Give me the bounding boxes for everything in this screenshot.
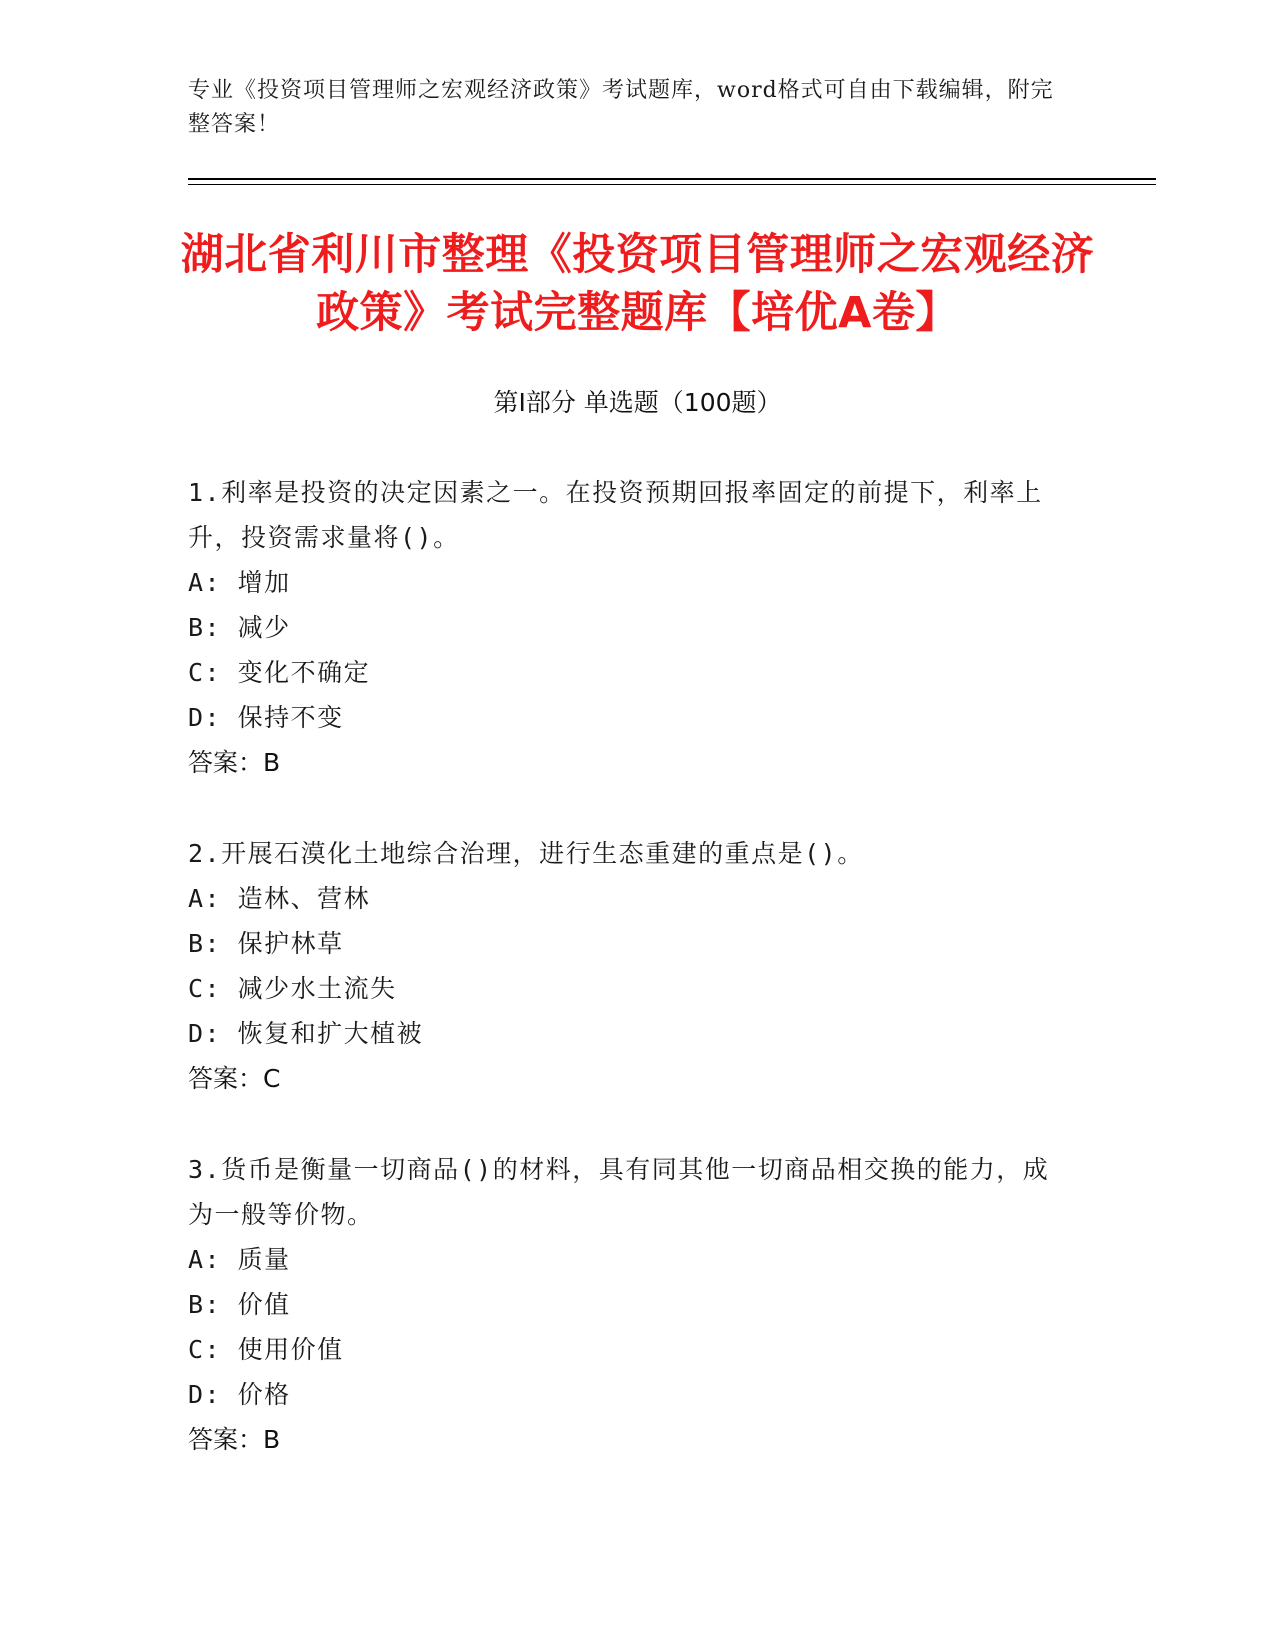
option-b: B: 保护林草 [188,929,344,958]
option-c: C: 变化不确定 [188,658,371,687]
option-d: D: 保持不变 [188,703,344,732]
option-a: A: 质量 [188,1245,291,1274]
question-list [188,470,1068,1508]
document-title: 湖北省利川市整理《投资项目管理师之宏观经济政策》考试完整题库【培优A卷】 [180,230,1095,338]
question-2 [188,831,1068,1101]
answer: 答案：C [188,1064,281,1093]
question-3 [188,1147,1068,1462]
option-d: D: 价格 [188,1380,291,1409]
answer: 答案：B [188,1425,281,1454]
header-rule-thin [188,184,1156,185]
question-stem: 2.开展石漠化土地综合治理，进行生态重建的重点是()。 [188,839,864,868]
option-b: B: 价值 [188,1290,291,1319]
option-a: A: 增加 [188,568,291,597]
option-c: C: 使用价值 [188,1335,344,1364]
section-title: 第I部分 单选题（100题） [493,388,782,417]
option-c: C: 减少水土流失 [188,974,397,1003]
option-d: D: 恢复和扩大植被 [188,1019,424,1048]
option-a: A: 造林、营林 [188,884,371,913]
question-1 [188,470,1068,785]
header-note: 专业《投资项目管理师之宏观经济政策》考试题库，word格式可自由下载编辑，附完整答案！ [188,78,1054,137]
answer: 答案：B [188,748,281,777]
question-stem: 1.利率是投资的决定因素之一。在投资预期回报率固定的前提下，利率上升，投资需求量将()。 [188,478,1043,552]
question-stem: 3.货币是衡量一切商品()的材料，具有同其他一切商品相交换的能力，成为一般等价物。 [188,1155,1050,1229]
header-rule-thick [188,178,1156,180]
option-b: B: 减少 [188,613,291,642]
